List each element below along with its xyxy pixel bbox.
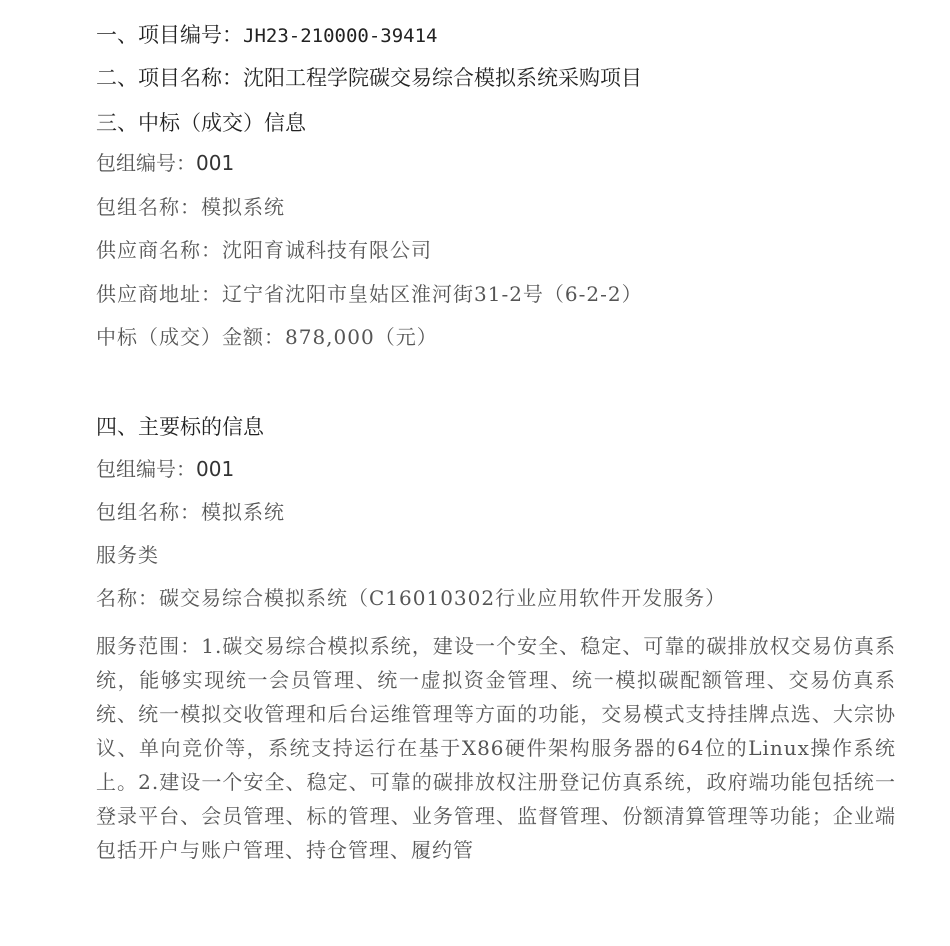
award-package-name-line	[96, 192, 285, 222]
service-scope-label: 服务范围：	[96, 634, 202, 658]
subject-package-number-line	[96, 454, 234, 484]
subject-package-name-value: 模拟系统	[201, 500, 285, 524]
award-package-name-value: 模拟系统	[201, 195, 285, 219]
subject-section-title: 四、主要标的信息	[96, 415, 264, 439]
subject-name-line	[96, 583, 726, 613]
award-package-number-value: 001	[196, 151, 235, 175]
subject-package-number-label: 包组编号：	[96, 457, 196, 481]
service-scope-text: 1.碳交易综合模拟系统，建设一个安全、稳定、可靠的碳排放权交易仿真系统，能够实现统一会员管理、统一虚拟资金管理、统一模拟碳配额管理、交易仿真系统、统一模拟交收管理和后台运维管理等方面的功能，交易模式支持挂牌点选、大宗协议、单向竞价等，系统支持运行在基于X86硬件架构服务器的64位的Linux操作系统上。2.建设一个安全、稳定、可靠的碳排放权注册登记仿真系统，政府端功能包括统一登录平台、会员管理、标的管理、业务管理、监督管理、份额清算管理等功能；企业端包括开户与账户管理、持仓管理、履约管	[96, 634, 896, 862]
supplier-name-value: 沈阳育诚科技有限公司	[222, 238, 432, 262]
project-name-label: 二、项目名称：	[96, 66, 243, 90]
award-package-name-label: 包组名称：	[96, 195, 201, 219]
supplier-address-value: 辽宁省沈阳市皇姑区淮河街31-2号（6-2-2）	[222, 282, 643, 306]
project-name-value: 沈阳工程学院碳交易综合模拟系统采购项目	[243, 66, 642, 90]
award-package-number-label: 包组编号：	[96, 151, 196, 175]
award-amount-label: 中标（成交）金额：	[96, 325, 285, 349]
award-section-title: 三、中标（成交）信息	[96, 111, 306, 135]
subject-package-name-label: 包组名称：	[96, 500, 201, 524]
subject-package-number-value: 001	[196, 457, 235, 481]
award-amount-line	[96, 322, 438, 352]
subject-package-name-line	[96, 497, 285, 527]
service-scope-block	[96, 629, 896, 867]
subject-category: 服务类	[96, 543, 159, 567]
supplier-name-label: 供应商名称：	[96, 238, 222, 262]
project-number-value: JH23-210000-39414	[243, 25, 438, 47]
project-number-line	[96, 20, 437, 50]
supplier-address-label: 供应商地址：	[96, 282, 222, 306]
subject-name-label: 名称：	[96, 586, 159, 610]
project-name-line	[96, 63, 642, 93]
service-scope-paragraph	[96, 629, 896, 867]
award-amount-value: 878,000（元）	[285, 325, 438, 349]
supplier-address-line	[96, 279, 643, 309]
award-package-number-line	[96, 148, 234, 178]
subject-name-value: 碳交易综合模拟系统（C16010302行业应用软件开发服务）	[159, 586, 727, 610]
project-number-label: 一、项目编号：	[96, 23, 243, 47]
supplier-name-line	[96, 235, 432, 265]
